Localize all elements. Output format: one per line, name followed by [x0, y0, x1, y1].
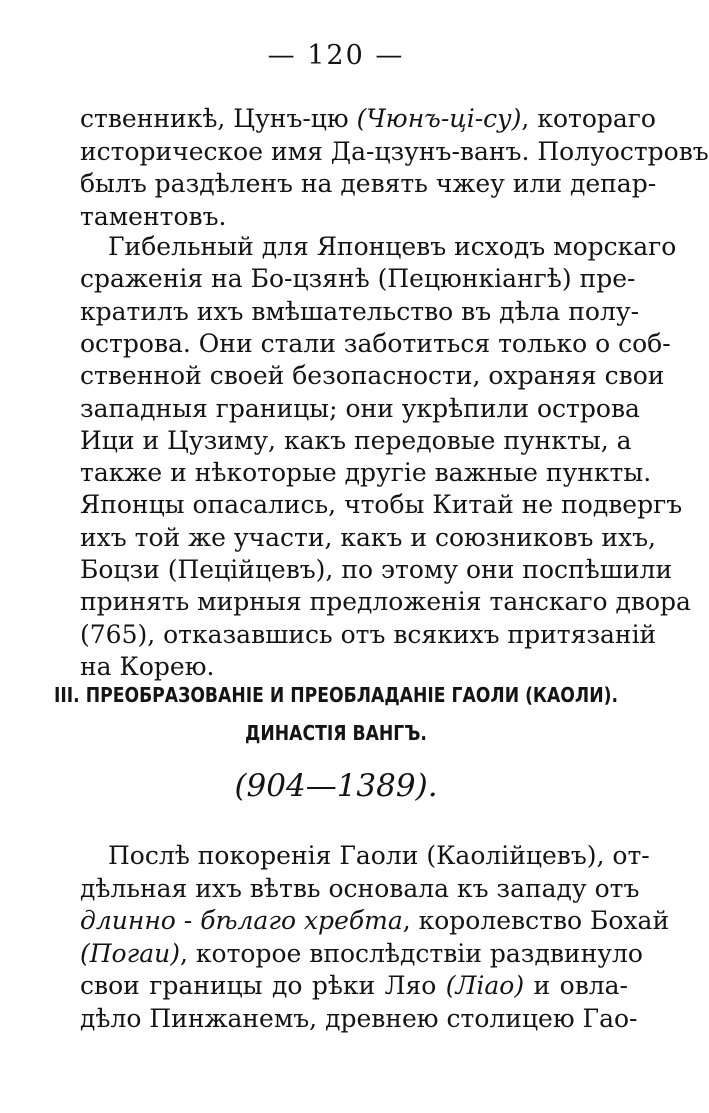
- text-run: (765), отказавшись отъ всякихъ притязаній: [80, 619, 657, 649]
- section-dates: (904—1389).: [234, 768, 438, 804]
- text-run: западныя границы; они укрѣпили острова: [80, 393, 640, 423]
- text-line: [108, 231, 677, 263]
- text-line: [80, 970, 628, 1002]
- text-line: [80, 425, 632, 457]
- italic-text-run: (Погаи): [80, 938, 180, 968]
- section-heading-line-2: ДИНАСТІЯ ВАНГЪ.: [245, 721, 427, 745]
- text-run: и овла-: [524, 971, 629, 1001]
- text-line: [80, 296, 640, 328]
- text-run: Боцзи (Пецiйцевъ), по этому они поспѣшили: [80, 555, 673, 584]
- text-line: [80, 168, 657, 200]
- text-line: [80, 328, 671, 360]
- text-run: дѣльная ихъ вѣтвь основала къ западу отъ: [80, 873, 640, 903]
- text-run: Японцы опасались, чтобы Китай не подвергъ: [80, 490, 683, 520]
- text-line: [80, 619, 657, 651]
- section-heading-line-1: III. ПРЕОБРАЗОВАНІЕ И ПРЕОБЛАДАНІЕ ГАОЛИ (КАОЛИ).: [53, 683, 619, 707]
- text-run: ственникѣ, Цунъ-цю: [80, 104, 357, 133]
- text-run: таментовъ.: [80, 201, 227, 231]
- text-run: на Корею.: [80, 651, 215, 681]
- text-line: [80, 489, 683, 521]
- text-line: [80, 201, 628, 233]
- text-run: , королевство Бохай: [402, 906, 670, 936]
- text-line: [80, 393, 640, 425]
- text-line: [80, 905, 670, 937]
- text-run: сраженія на Бо-цзянѣ (Пецюнкіангѣ) пре-: [80, 264, 636, 294]
- text-line: [80, 360, 665, 392]
- italic-text-run: (Ліао): [445, 971, 525, 1001]
- text-run: также и нѣкоторые другіе важные пункты.: [80, 458, 652, 488]
- text-line: [80, 103, 656, 135]
- text-run: кратилъ ихъ вмѣшательство въ дѣла полу-: [80, 296, 640, 326]
- text-run: Ици и Цузиму, какъ передовые пункты, а: [80, 425, 632, 455]
- text-run: свои границы до рѣки Ляо: [80, 971, 446, 1001]
- text-line: [80, 136, 709, 168]
- italic-text-run: (Чюнъ-цi-су): [356, 104, 522, 133]
- text-run: историческое имя Да-цзунъ-ванъ. Полуостровъ: [80, 136, 709, 166]
- text-line: [80, 457, 652, 489]
- text-run: былъ раздѣленъ на девять чжеу или депар-: [80, 169, 657, 198]
- text-line: [80, 938, 643, 970]
- text-line: [80, 586, 691, 618]
- text-line: [80, 873, 640, 905]
- text-run: острова. Они стали заботиться только о соб-: [80, 328, 671, 358]
- text-line: [80, 554, 673, 586]
- text-run: Гибельный для Японцевъ исходъ морскаго: [108, 232, 677, 261]
- text-run: дѣло Пинжанемъ, древнею столицею Гао-: [80, 1004, 638, 1033]
- text-line: [80, 522, 656, 554]
- text-line: [80, 1003, 638, 1035]
- text-run: Послѣ покоренія Гаоли (Каолiйцевъ), от-: [108, 841, 650, 870]
- text-line: [80, 263, 636, 295]
- italic-text-run: длинно - бѣлаго хребта: [80, 906, 403, 936]
- page-number: — 120 —: [267, 40, 405, 71]
- text-run: ихъ той же участи, какъ и союзниковъ ихъ,: [80, 522, 656, 552]
- text-run: , котораго: [521, 104, 656, 133]
- text-line: [108, 840, 650, 872]
- text-line: [80, 651, 628, 683]
- text-run: принять мирныя предложенія танскаго двора: [80, 587, 691, 617]
- text-run: ственной своей безопасности, охраняя свои: [80, 361, 665, 391]
- text-run: , которое впослѣдствіи раздвинуло: [180, 938, 643, 968]
